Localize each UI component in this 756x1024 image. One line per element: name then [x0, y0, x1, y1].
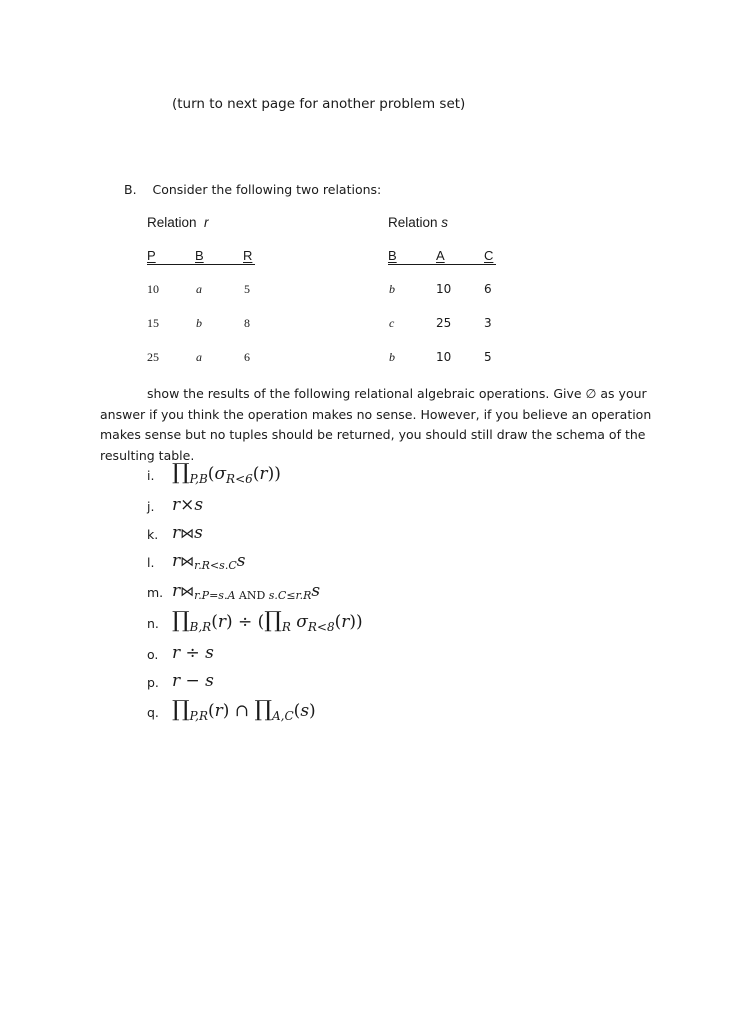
problem-expression: r − s: [172, 671, 214, 691]
r-row2-b: b: [196, 316, 202, 330]
s-row3-b: b: [389, 350, 395, 364]
relation-s-header-b: B: [388, 248, 397, 263]
problem-expression: r⋈r.P=s.A AND s.C≤r.Rs: [172, 581, 321, 602]
problem-label: p.: [147, 675, 159, 690]
r-row1-p: 10: [147, 282, 159, 296]
s-row1-a: 10: [436, 282, 452, 296]
r-row3-b: a: [196, 350, 202, 364]
relation-r-header-b: B: [195, 248, 204, 263]
problem-label: n.: [147, 616, 159, 631]
r-row3-r: 6: [244, 350, 250, 364]
problem-label: j.: [147, 499, 155, 514]
problem-label: l.: [147, 555, 155, 570]
relation-r-header-rule: [147, 264, 255, 265]
relation-r-header-p: P: [147, 248, 156, 263]
section-label: B.: [124, 182, 137, 197]
problem-expression: r⋈s: [172, 523, 203, 543]
relation-s-header-c: C: [484, 248, 494, 263]
relation-s-title: [388, 215, 448, 230]
s-row3-c: 5: [484, 350, 492, 364]
relation-s-header-a: A: [436, 248, 445, 263]
problem-expression: r×s: [172, 495, 204, 515]
s-row1-b: b: [389, 282, 395, 296]
r-row3-p: 25: [147, 350, 159, 364]
relation-r-title-word: Relation: [147, 215, 197, 230]
relation-s-title-var: s: [441, 215, 449, 230]
problem-label: q.: [147, 705, 159, 720]
problem-expression: $\prod_{P,B}(\sigma_{R<6}(r))$: [172, 460, 281, 486]
relation-r-title-var: r: [204, 215, 209, 230]
r-row2-p: 15: [147, 316, 159, 330]
s-row2-c: 3: [484, 316, 492, 330]
problem-expression: $\prod_{P,R}(r)$ ∩ $\prod_{A,C}(s)$: [172, 697, 316, 723]
s-row1-c: 6: [484, 282, 492, 296]
relation-s-title-word: Relation: [388, 215, 438, 230]
problem-expression: r ÷ s: [172, 643, 214, 663]
s-row3-a: 10: [436, 350, 452, 364]
problem-label: m.: [147, 585, 164, 600]
relation-s-header-rule: [388, 264, 496, 265]
relation-r-header-r: R: [243, 248, 253, 263]
relation-r-title: [147, 215, 209, 230]
s-row2-b: c: [389, 316, 395, 330]
problem-expression: $\prod_{B,R}(r)$ ÷ ($\prod_R$ $\sigma_{R<8}(r)$): [172, 608, 363, 634]
turn-page-note: (turn to next page for another problem set): [172, 96, 466, 112]
r-row1-r: 5: [244, 282, 250, 296]
problem-label: k.: [147, 527, 159, 542]
section-intro: Consider the following two relations:: [152, 182, 382, 197]
r-row1-b: a: [196, 282, 202, 296]
instructions-paragraph: [100, 384, 680, 466]
instructions-text: show the results of the following relational algebraic operations. Give ∅ as your answer if you think the operation makes no sense. However, if you believe an operation makes sense but no tuples should be returned, you should still draw the schema of the resulting table.: [100, 386, 652, 463]
problem-label: o.: [147, 647, 159, 662]
section-b-heading: [124, 182, 381, 197]
problem-expression: r⋈r.R<s.Cs: [172, 551, 246, 572]
r-row2-r: 8: [244, 316, 250, 330]
problem-label: i.: [147, 468, 155, 483]
s-row2-a: 25: [436, 316, 452, 330]
